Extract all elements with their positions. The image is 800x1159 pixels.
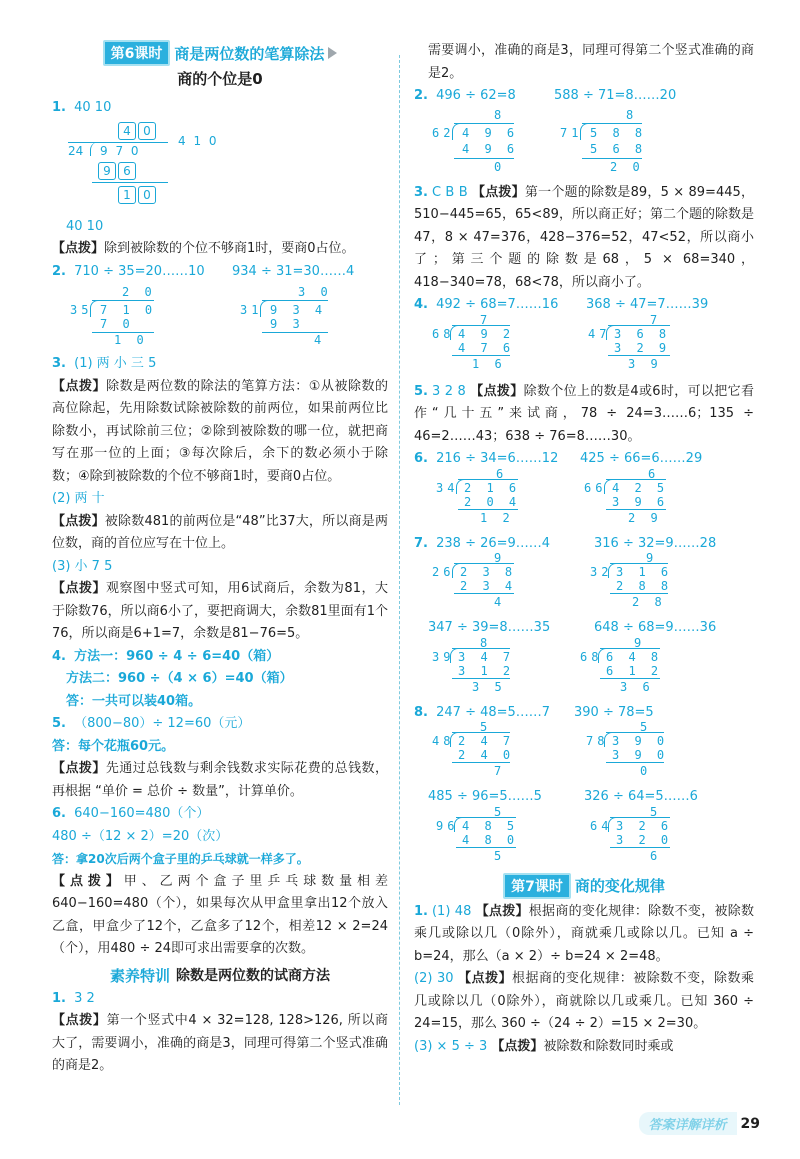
question-number: 7. [414,535,428,551]
product: 3 2 0 [616,832,673,847]
question-number: 2. [52,263,66,279]
tip-text: 除数是两位数的除法的笔算方法：①从被除数的高位除起，先用除数试除被除数的前两位，如果前两位比除数小，再试除前三位；②除到被除数的哪一位，就把商写在那一位的上面；③每次除后，余下的数必须小于除数；④除到被除数的个位不够商1时，要商0占位。 [52,378,388,484]
right-column [414,40,754,1058]
tip-text: 除数个位上的数是4或6时，可以把它看作“几十五”来试商，78 ÷ 24=3……6；135 ÷ 46=2……43；638 ÷ 76=8……30。 [414,383,754,444]
product: 7 0 [100,317,134,331]
product: 3 1 2 [458,663,515,678]
answer: 40 10 [74,100,112,115]
equation: 496 ÷ 62=8 [436,88,516,103]
s8-divisions-a [414,720,754,782]
product: 2 0 4 [464,494,521,509]
quotient: 8 [480,635,492,650]
lesson-title: 商的变化规律 [574,877,665,895]
method-1: 方法一：960 ÷ 4 ÷ 6=40（箱） [74,648,280,664]
lesson-subtitle: 商的个位是0 [177,70,263,88]
remainder: 2 8 [632,595,666,609]
q1-division [52,120,388,212]
quotient: 6 [496,466,508,481]
lesson-7-header [414,873,754,899]
equation: 316 ÷ 32=9……28 [594,535,717,551]
quotient: 8 [626,107,638,122]
column-divider [399,55,400,1105]
lesson-6-header [52,40,388,66]
equation: 326 ÷ 64=5……6 [584,789,698,804]
remainder: 4 [314,333,326,347]
question-number: 1. [52,100,66,115]
special-question-6 [414,448,754,471]
quotient: 9 [494,551,506,565]
q3-tip-1 [52,376,388,489]
tip-label: 【点拨】 [52,241,105,256]
equation: 934 ÷ 31=30……4 [232,263,355,279]
q6-tip [52,871,388,961]
dividend: 7 1 0 [100,303,157,317]
tip-label: 【点拨】 [470,383,524,399]
divisor: 32 [590,565,613,579]
side-answer: 4 1 0 [178,133,219,148]
equation: 238 ÷ 26=9……4 [436,535,551,551]
quotient: 3 0 [298,285,332,299]
answer: 3 2 [74,990,95,1006]
method-2: 方法二：960 ÷（4 × 6）=40（箱） [66,671,293,686]
quotient: 5 [650,804,662,819]
q3-tip-2 [52,511,388,556]
remainder: 1 0 [114,333,148,347]
divisor: 71 [560,125,583,140]
s7-equations-b [414,617,754,640]
special-question-2 [414,85,754,108]
product: 4 9 6 [462,141,519,156]
special-question-4 [414,294,754,317]
tip-label: 【点拨】 [475,903,529,919]
remainder: 3 5 [472,679,506,694]
answer-box: 9 [98,162,116,180]
tip-label: 【点拨】 [471,184,525,200]
s2-divisions [414,108,754,178]
divisor: 47 [588,326,611,341]
answer: (1) 48 [431,903,472,919]
product: 3 2 9 [614,340,671,355]
s7-divisions-a [414,551,754,613]
dividend: 4 8 5 [462,818,519,833]
divisor: 68 [580,649,603,664]
tip-text: 观察图中竖式可知，用6试商后，余数为81，大于除数76，所以商6小了，要把商调大，余数81里面有1个76，所以商是6+1=7，余数是81−76=5。 [52,581,388,641]
l7-question-1-part-3 [414,1036,754,1059]
quotient: 2 0 [122,285,156,299]
question-number: 3. [414,184,428,200]
equation: 368 ÷ 47=7……39 [586,297,709,312]
question-number: 1. [52,990,66,1006]
tip-text: 被除数和除数同时乘或 [543,1038,674,1054]
quotient: 5 [494,804,506,819]
q1-tip [52,238,388,261]
question-number: 2. [414,88,428,103]
divisor: 68 [432,326,455,341]
s4-divisions [414,312,754,375]
equation: 710 ÷ 35=20……10 [74,263,205,279]
dividend: 2 1 6 [464,480,521,495]
tip-text: 被除数481的前两位是“48”比37大，所以商是两位数，商的首位应写在十位上。 [52,513,388,551]
remainder: 3 9 [628,356,662,371]
q3-part-3: (3) 小 7 5 [52,558,113,574]
question-number: 3. [52,356,66,371]
product: 3 9 0 [612,748,669,762]
answer: 3 2 8 [431,383,466,399]
q6-equation-2: 480 ÷（12 × 2）=20（次） [52,828,229,844]
q5-tip [52,758,388,803]
lesson-tag: 第7课时 [503,873,571,899]
divisor: 64 [590,818,613,833]
remainder: 1 6 [472,356,506,371]
equation: 425 ÷ 66=6……29 [580,451,703,466]
question-number: 5. [414,383,428,399]
question-number: 6. [414,451,428,466]
product: 4 8 0 [462,832,519,847]
arrow-icon [328,47,337,59]
remainder: 5 [494,848,506,863]
answer-box: 0 [138,186,156,204]
tip-text: 根据商的变化规律：除数不变，被除数乘几或除以几（0除外），商就乘几或除以几。已知 a ÷ b=24，那么（a × 2）÷ b=24 × 2=48。 [414,903,754,964]
q3-tip-3 [52,578,388,646]
answer: (2) 30 [414,971,454,986]
dividend: 3 1 6 [616,565,673,579]
equation: 247 ÷ 48=5……7 [436,704,551,720]
tip-label: 【点拨】 [52,873,124,889]
question-1 [52,97,388,120]
quotient: 6 [648,466,660,481]
quotient: 7 [480,312,492,327]
divisor: 34 [436,480,459,495]
divisor: 24 [68,143,84,158]
q5-answer: 答：每个花瓶60元。 [52,738,175,754]
product: 5 6 8 [590,141,647,156]
divisor: 39 [432,649,455,664]
remainder: 6 [650,848,662,863]
remainder: 2 9 [628,510,662,525]
special-question-8 [414,702,754,725]
divisor: 26 [432,565,455,579]
equation: 390 ÷ 78=5 [574,704,654,720]
dividend: 3 9 0 [612,734,669,748]
divisor: 48 [432,734,455,748]
q1-answer-repeat: 40 10 [66,218,104,234]
dividend: 6 4 8 [606,649,663,664]
divisor: 31 [240,303,263,317]
footer-label: 答案详解详析 [639,1112,737,1135]
equation: 492 ÷ 68=7……16 [436,297,559,312]
dividend: 4 2 5 [612,480,669,495]
tip-text: 根据商的变化规律：被除数不变，除数乘几或除以几（0除外），商就除以几或乘几。已知 360 ÷ 24=15，那么 360 ÷（24 ÷ 2）=15 × 2=30。 [414,971,754,1031]
quotient: 8 [494,107,506,122]
equation: 648 ÷ 68=9……36 [594,620,717,635]
product: 6 1 2 [606,663,663,678]
dividend: 5 8 8 [590,125,647,140]
answer-box: 1 [118,186,136,204]
quotient: 9 [634,635,646,650]
divisor: 96 [436,818,459,833]
tip-text: 第一个竖式中4 × 32=128, 128>126, 所以商大了，需要调小，准确的商是3，同理可得第二个竖式准确的商是2。 [52,1013,388,1073]
equation: （800−80）÷ 12=60（元） [74,716,251,731]
s1-tip [52,1010,388,1073]
answer-box: 6 [118,162,136,180]
special-question-3 [414,182,754,295]
question-6 [52,803,388,826]
answer-box: 4 [118,122,136,140]
question-number: 4. [52,648,66,664]
tip-label: 【点拨】 [491,1038,544,1054]
question-number: 8. [414,704,428,720]
remainder: 0 [494,159,506,174]
question-number: 5. [52,716,66,731]
equation: 588 ÷ 71=8……20 [554,88,677,103]
question-number: 6. [52,806,66,821]
tip-text: 除到被除数的个位不够商1时，要商0占位。 [104,241,355,256]
tip-label: 【点拨】 [52,513,105,529]
answer: (1) 两 小 三 5 [74,356,157,371]
answer: (3) × 5 ÷ 3 [414,1038,488,1054]
quotient: 7 [650,312,662,327]
lesson-title: 商是两位数的笔算除法 [174,44,325,63]
dividend: 9 7 0 [100,143,141,158]
special-question-7 [414,533,754,556]
dividend: 2 3 8 [460,565,517,579]
dividend: 2 4 7 [458,734,515,748]
product: 2 4 0 [458,748,515,762]
tip-label: 【点拨】 [52,581,107,596]
tip-text: 第一个题的除数是89，5 × 89=445，510−445=65，65<89，所以商正好；第二个题的除数是47，8 × 47=376，428−376=52，47<52，所以商小了；第三个题的除数是68，5 × 68=340，418−340=78，68<78，所以商小了。 [414,184,754,290]
dividend: 3 6 8 [614,326,671,341]
divisor: 78 [586,734,609,748]
special-question-1 [52,988,388,1011]
divisor: 35 [70,303,93,317]
divisor: 66 [584,480,607,495]
s1-tip-continued: 需要调小，准确的商是3，同理可得第二个竖式准确的商是2。 [428,43,754,81]
q4-answer: 答：一共可以装40箱。 [66,693,202,709]
special-training-header [52,965,388,986]
answer-box: 0 [138,122,156,140]
remainder: 3 6 [620,679,654,694]
remainder: 4 [494,595,506,609]
equation: 216 ÷ 34=6……12 [436,451,559,466]
tip-label: 【点拨】 [458,971,513,986]
equation: 640−160=480（个） [74,806,210,821]
tip-text: 甲、乙两个盒子里乒乓球数量相差640−160=480（个），如果每次从甲盒里拿出12个放入乙盒，甲盒少了12个，乙盒多了12个，相差12 × 2=24（个），用480 ÷ 24即可求出需要拿的次数。 [52,873,388,956]
question-5 [52,713,388,736]
tip-label: 【点拨】 [52,378,107,394]
product: 2 8 8 [616,579,673,593]
special-question-5 [414,381,754,449]
quotient: 9 [646,551,658,565]
tip-label: 【点拨】 [52,761,106,776]
l7-question-1-part-2 [414,968,754,1036]
answer: C B B [431,184,468,200]
quotient: 5 [480,720,492,734]
dividend: 4 9 2 [458,326,515,341]
dividend: 3 2 6 [616,818,673,833]
page-number: 29 [740,1115,760,1132]
remainder: 1 2 [480,510,514,525]
question-2 [52,261,388,284]
q3-part-2: (2) 两 十 [52,491,105,506]
s8-equations-b [414,786,754,809]
product: 2 3 4 [460,579,517,593]
dividend: 4 9 6 [462,125,519,140]
special-title: 除数是两位数的试商方法 [176,968,330,984]
question-number: 1. [414,903,428,919]
question-3 [52,353,388,376]
dividend: 9 3 4 [270,303,327,317]
product: 9 3 [270,317,304,331]
q2-divisions [52,283,388,347]
product: 3 9 6 [612,494,669,509]
product: 4 7 6 [458,340,515,355]
s7-divisions-b [414,635,754,698]
page-footer [639,1112,761,1135]
tip-text: 先通过总钱数与剩余钱数求实际花费的总钱数，再根据 “单价 = 总价 ÷ 数量”，计算单价。 [52,761,388,799]
dividend: 3 4 7 [458,649,515,664]
q6-answer: 答：拿20次后两个盒子里的乒乓球就一样多了。 [52,852,309,866]
l7-question-1-part-1 [414,901,754,969]
special-label: 素养特训 [109,966,170,985]
remainder: 7 [494,764,506,778]
lesson-tag: 第6课时 [103,40,171,66]
remainder: 0 [640,764,652,778]
equation: 485 ÷ 96=5……5 [428,789,542,804]
left-column [52,40,388,1073]
s8-divisions-b [414,804,754,867]
divisor: 62 [432,125,455,140]
question-number: 4. [414,297,428,312]
tip-label: 【点拨】 [52,1013,107,1028]
s6-divisions [414,466,754,529]
question-4 [52,646,388,669]
equation: 347 ÷ 39=8……35 [428,620,551,635]
quotient: 5 [640,720,652,734]
remainder: 2 0 [610,159,644,174]
